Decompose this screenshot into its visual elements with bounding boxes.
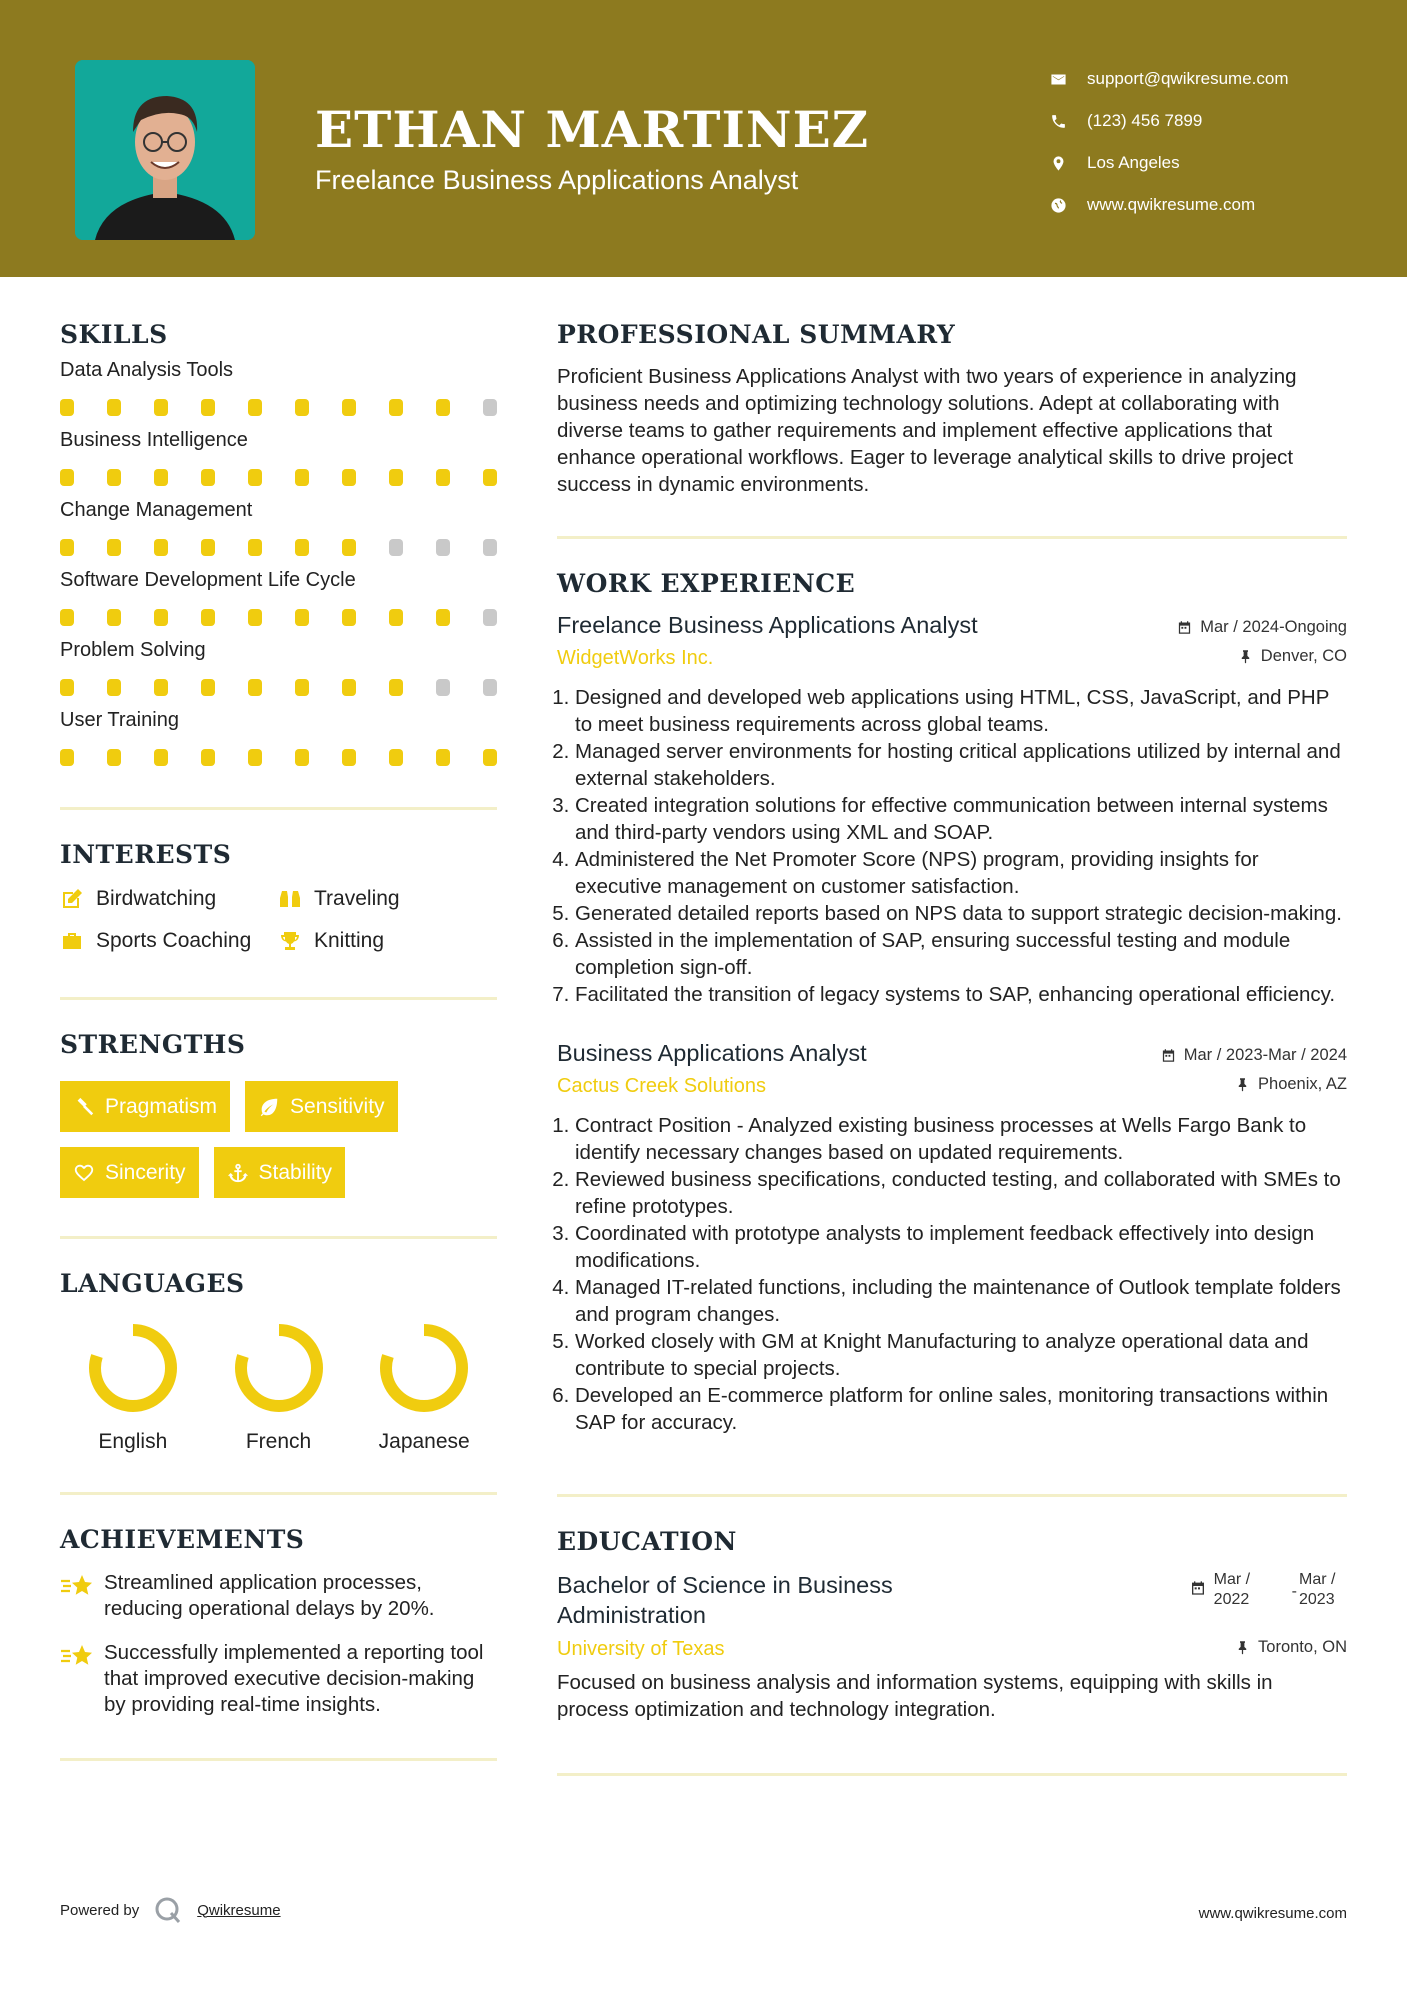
language-name: English (98, 1430, 168, 1453)
job-bullet: 2. Managed server environments for hosting critical applications utilized by internal and external stakeholders. (575, 738, 1347, 792)
section-divider (557, 536, 1347, 539)
powered-by-text: Powered by (60, 1901, 140, 1919)
rating-dot-filled (295, 399, 309, 416)
education-school: University of Texas (557, 1638, 725, 1660)
job-location (1235, 1075, 1347, 1094)
rating-dot-filled (342, 609, 356, 626)
skill-item (60, 639, 497, 697)
languages-list (60, 1320, 497, 1454)
experience-heading: WORK EXPERIENCE (557, 569, 856, 598)
skill-name: Problem Solving (60, 639, 206, 661)
job-bullet: 6. Developed an E-commerce platform for online sales, monitoring transactions within SAP for accuracy. (575, 1382, 1347, 1436)
strength-label: Sensitivity (290, 1094, 385, 1118)
rating-dot-filled (60, 679, 74, 696)
job-header (557, 1040, 1347, 1067)
achievements-heading: ACHIEVEMENTS (60, 1525, 305, 1554)
rating-dot-filled (107, 539, 121, 556)
shooting-star-icon (60, 1642, 94, 1672)
pushpin-icon (1235, 1640, 1250, 1655)
rating-dot-filled (342, 399, 356, 416)
rating-dot-filled (154, 749, 168, 766)
education-dates (1190, 1570, 1347, 1610)
briefcase-icon (60, 929, 84, 953)
achievement-text: Streamlined application processes, reducing operational delays by 20%. (104, 1571, 435, 1620)
rating-dot-filled (107, 749, 121, 766)
rating-dot-filled (295, 469, 309, 486)
skill-rating (60, 679, 497, 697)
language-level-ring (231, 1320, 327, 1416)
rating-dot-filled (295, 609, 309, 626)
education-location (1235, 1638, 1347, 1657)
rating-dot-filled (483, 749, 497, 766)
rating-dot-filled (154, 609, 168, 626)
summary-text: Proficient Business Applications Analyst with two years of experience in analyzing business needs and optimizing technology solutions. Adept at collaborating with diverse teams to gather requirements and implement effective applications that enhance operational workflows. Eager to leverage analytical skills to drive project success in dynamic environments. (557, 365, 1297, 496)
rating-dot-filled (201, 399, 215, 416)
pushpin-icon (1238, 649, 1253, 664)
section-divider (60, 997, 497, 1000)
resume-header (0, 0, 1407, 277)
rating-dot-empty (483, 609, 497, 626)
job-location-text: Phoenix, AZ (1258, 1075, 1347, 1093)
rating-dot-filled (201, 679, 215, 696)
education-end (1299, 1570, 1347, 1610)
job-bullet: 7. Facilitated the transition of legacy systems to SAP, enhancing operational efficiency. (575, 981, 1347, 1008)
rating-dot-filled (201, 609, 215, 626)
qwikresume-logo-icon (153, 1895, 183, 1925)
language-level-arc (95, 1330, 171, 1406)
footer-powered-by (60, 1895, 281, 1925)
job-dates-text: Mar / 2023-Mar / 2024 (1183, 1046, 1347, 1064)
skills-heading: SKILLS (60, 320, 168, 349)
rating-dot-filled (60, 399, 74, 416)
section-divider (60, 1492, 497, 1495)
rating-dot-filled (248, 679, 262, 696)
brand-link[interactable]: Qwikresume (197, 1901, 281, 1919)
strength-tag (245, 1081, 398, 1132)
calendar-icon (1177, 620, 1192, 635)
contact-email-text: support@qwikresume.com (1087, 69, 1289, 88)
shooting-star-icon (60, 1572, 94, 1602)
job-dates (1161, 1046, 1347, 1065)
section-divider (60, 1236, 497, 1239)
job-company: WidgetWorks Inc. (557, 647, 714, 669)
rating-dot-filled (154, 469, 168, 486)
pencil-edit-icon (60, 887, 84, 911)
rating-dot-filled (107, 399, 121, 416)
job-bullet: 6. Assisted in the implementation of SAP, ensuring successful testing and module completion sign-off. (575, 927, 1347, 981)
interest-label: Sports Coaching (96, 929, 252, 952)
rating-dot-filled (436, 399, 450, 416)
interest-item (60, 887, 278, 911)
avatar-illustration (75, 60, 255, 240)
job-title: Freelance Business Applications Analyst (557, 612, 978, 638)
job-dates (1177, 618, 1347, 637)
language-name: French (245, 1430, 312, 1453)
education-subheader (557, 1638, 1347, 1661)
rating-dot-filled (389, 469, 403, 486)
rating-dot-empty (483, 679, 497, 696)
job-location (1238, 647, 1347, 666)
skill-item (60, 709, 497, 767)
skill-name: Change Management (60, 499, 253, 521)
rating-dot-filled (389, 399, 403, 416)
calendar-icon (1190, 1580, 1206, 1596)
rating-dot-filled (389, 679, 403, 696)
job-bullet: 4. Administered the Net Promoter Score (NPS) program, providing insights for executive management on customer satisfaction. (575, 846, 1347, 900)
rating-dot-filled (107, 609, 121, 626)
contact-phone[interactable] (1050, 100, 1289, 142)
job-bullet: 1. Contract Position - Analyzed existing business processes at Wells Fargo Bank to identify necessary changes based on updated requirements. (575, 1112, 1347, 1166)
rating-dot-filled (107, 469, 121, 486)
language-item (351, 1320, 497, 1454)
rating-dot-filled (60, 749, 74, 766)
section-divider (60, 807, 497, 810)
strength-label: Sincerity (105, 1160, 186, 1184)
skill-rating (60, 749, 497, 767)
strength-tag (214, 1147, 346, 1198)
rating-dot-filled (342, 469, 356, 486)
language-item (206, 1320, 352, 1454)
calendar-icon (1161, 1048, 1176, 1063)
rating-dot-empty (389, 539, 403, 556)
rating-dot-filled (154, 679, 168, 696)
achievement-item (60, 1640, 497, 1718)
job-company: Cactus Creek Solutions (557, 1075, 766, 1097)
skill-name: Business Intelligence (60, 429, 248, 451)
trophy-icon (278, 929, 302, 953)
contact-list (1050, 58, 1289, 226)
interests-list (60, 887, 497, 953)
language-item (60, 1320, 206, 1454)
education-description: Focused on business analysis and information systems, equipping with skills in process optimization and technology integration. (557, 1671, 1273, 1721)
job-subheader (557, 647, 1347, 670)
rating-dot-filled (295, 539, 309, 556)
job-bullet: 3. Created integration solutions for effective communication between internal systems and third-party vendors using XML and SOAP. (575, 792, 1347, 846)
strength-tag (60, 1081, 230, 1132)
job-bullet: 5. Worked closely with GM at Knight Manufacturing to analyze operational data and contribute to special projects. (575, 1328, 1347, 1382)
rating-dot-filled (248, 469, 262, 486)
skill-item (60, 359, 497, 417)
contact-phone-text: (123) 456 7899 (1087, 111, 1203, 130)
interest-label: Traveling (314, 887, 400, 910)
section-divider (557, 1494, 1347, 1497)
leaf-icon (258, 1096, 280, 1118)
job-bullets (557, 684, 1347, 1008)
education-start (1214, 1570, 1274, 1610)
pushpin-icon (1235, 1077, 1250, 1092)
strength-label: Stability (258, 1160, 333, 1184)
skill-item (60, 429, 497, 487)
contact-email[interactable] (1050, 58, 1289, 100)
rating-dot-empty (483, 399, 497, 416)
rating-dot-filled (201, 539, 215, 556)
job-entry (557, 612, 1347, 1008)
rating-dot-filled (483, 469, 497, 486)
education-entry (557, 1570, 1347, 1723)
language-level-arc (386, 1330, 462, 1406)
strength-tag (60, 1147, 199, 1198)
education-location-text: Toronto, ON (1258, 1638, 1347, 1656)
rating-dot-filled (201, 749, 215, 766)
globe-icon (1050, 197, 1067, 214)
rating-dot-filled (436, 609, 450, 626)
skill-rating (60, 609, 497, 627)
job-bullet: 5. Generated detailed reports based on NPS data to support strategic decision-making. (575, 900, 1347, 927)
rating-dot-filled (248, 539, 262, 556)
left-column (60, 320, 497, 1761)
skill-rating (60, 399, 497, 417)
heart-icon (73, 1162, 95, 1184)
gavel-icon (73, 1096, 95, 1118)
contact-location-text: Los Angeles (1087, 153, 1180, 172)
section-divider (557, 1773, 1347, 1776)
rating-dot-filled (60, 469, 74, 486)
skill-name: User Training (60, 709, 179, 731)
rating-dot-filled (154, 539, 168, 556)
achievement-item (60, 1570, 497, 1622)
rating-dot-filled (60, 609, 74, 626)
strengths-list (60, 1081, 497, 1198)
section-divider (60, 1758, 497, 1761)
envelope-icon (1050, 71, 1067, 88)
language-name: Japanese (378, 1430, 470, 1453)
phone-icon (1050, 113, 1067, 130)
education-start-year: 2022 (1213, 1591, 1250, 1608)
education-end-year: 2023 (1299, 1591, 1335, 1608)
education-heading: EDUCATION (557, 1527, 737, 1556)
interests-heading: INTERESTS (60, 840, 232, 869)
strengths-heading: STRENGTHS (60, 1030, 246, 1059)
binoculars-icon (278, 887, 302, 911)
languages-heading: LANGUAGES (60, 1269, 245, 1298)
contact-website[interactable] (1050, 184, 1289, 226)
rating-dot-filled (107, 679, 121, 696)
job-dates-text: Mar / 2024-Ongoing (1200, 618, 1347, 636)
interest-item (60, 929, 278, 953)
interest-label: Knitting (314, 929, 385, 952)
rating-dot-filled (436, 749, 450, 766)
strength-label: Pragmatism (105, 1094, 218, 1118)
rating-dot-empty (483, 539, 497, 556)
education-start-month: Mar / (1213, 1571, 1251, 1588)
interest-item (278, 887, 497, 911)
education-end-month: Mar / (1299, 1571, 1336, 1588)
language-level-ring (85, 1320, 181, 1416)
right-column (557, 320, 1347, 1776)
footer-website[interactable]: www.qwikresume.com (1198, 1905, 1347, 1922)
interest-item (278, 929, 497, 953)
rating-dot-empty (436, 539, 450, 556)
candidate-title: Freelance Business Applications Analyst (315, 165, 799, 195)
rating-dot-filled (60, 539, 74, 556)
rating-dot-filled (342, 539, 356, 556)
language-level-arc (241, 1330, 317, 1406)
achievement-text: Successfully implemented a reporting tool that improved executive decision-making by providing real-time insights. (104, 1641, 484, 1716)
skill-item (60, 569, 497, 627)
skill-item (60, 499, 497, 557)
language-level-ring (376, 1320, 472, 1416)
job-title: Business Applications Analyst (557, 1040, 867, 1066)
rating-dot-filled (295, 679, 309, 696)
rating-dot-filled (248, 749, 262, 766)
rating-dot-filled (248, 399, 262, 416)
job-bullet: 3. Coordinated with prototype analysts to implement feedback effectively into design modifications. (575, 1220, 1347, 1274)
skill-name: Data Analysis Tools (60, 359, 234, 381)
rating-dot-filled (154, 399, 168, 416)
achievements-list (60, 1570, 497, 1718)
rating-dot-filled (342, 679, 356, 696)
job-bullet: 1. Designed and developed web applications using HTML, CSS, JavaScript, and PHP to meet business requirements across global teams. (575, 684, 1347, 738)
contact-location (1050, 142, 1289, 184)
education-header (557, 1570, 1347, 1630)
skill-rating (60, 469, 497, 487)
location-pin-icon (1050, 155, 1067, 172)
interest-label: Birdwatching (96, 887, 217, 910)
contact-website-text: www.qwikresume.com (1087, 195, 1256, 214)
job-bullet: 2. Reviewed business specifications, conducted testing, and collaborated with SMEs to refine prototypes. (575, 1166, 1347, 1220)
job-entry (557, 1040, 1347, 1436)
skill-name: Software Development Life Cycle (60, 569, 356, 591)
job-subheader (557, 1075, 1347, 1098)
rating-dot-filled (436, 469, 450, 486)
rating-dot-filled (389, 749, 403, 766)
anchor-icon (227, 1162, 249, 1184)
profile-photo (75, 60, 255, 240)
rating-dot-filled (201, 469, 215, 486)
summary-heading: PROFESSIONAL SUMMARY (557, 320, 956, 349)
education-date-dash: - (1291, 1583, 1297, 1600)
job-bullet: 4. Managed IT-related functions, including the maintenance of Outlook template folders and program changes. (575, 1274, 1347, 1328)
candidate-name: ETHAN MARTINEZ (315, 100, 870, 159)
job-header (557, 612, 1347, 639)
education-degree: Bachelor of Science in Business Administration (557, 1572, 893, 1628)
skill-rating (60, 539, 497, 557)
rating-dot-filled (342, 749, 356, 766)
rating-dot-empty (436, 679, 450, 696)
skills-list (60, 359, 497, 767)
rating-dot-filled (389, 609, 403, 626)
rating-dot-filled (295, 749, 309, 766)
rating-dot-filled (248, 609, 262, 626)
job-bullets (557, 1112, 1347, 1436)
job-location-text: Denver, CO (1260, 647, 1347, 665)
